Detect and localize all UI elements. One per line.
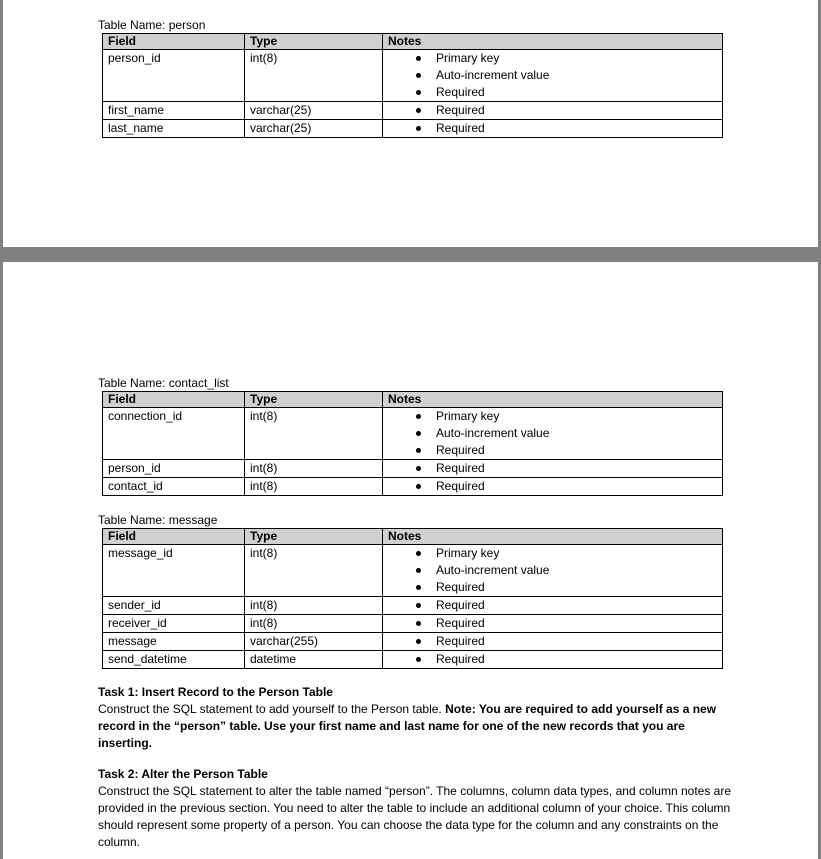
type-cell: varchar(255) xyxy=(245,633,383,651)
notes-cell xyxy=(383,633,723,651)
note-item: Primary key xyxy=(388,408,722,425)
table-row xyxy=(103,408,723,460)
header-field: Field xyxy=(103,392,245,408)
field-cell: connection_id xyxy=(103,408,245,460)
notes-cell xyxy=(383,651,723,669)
notes-cell xyxy=(383,102,723,120)
field-cell: message xyxy=(103,633,245,651)
document-page-1 xyxy=(3,0,818,247)
message-table xyxy=(102,528,723,669)
table-row xyxy=(103,102,723,120)
type-cell: int(8) xyxy=(245,545,383,597)
type-cell: int(8) xyxy=(245,50,383,102)
note-item: Required xyxy=(388,120,722,137)
type-cell: varchar(25) xyxy=(245,120,383,138)
header-type: Type xyxy=(245,392,383,408)
type-cell: varchar(25) xyxy=(245,102,383,120)
note-item: Required xyxy=(388,478,722,495)
type-cell: int(8) xyxy=(245,615,383,633)
header-field: Field xyxy=(103,34,245,50)
task-2-text: Construct the SQL statement to alter the table named “person”. The columns, column data types, and column notes are provided in the previous section. You need to alter the table to include an additional column of your choice. This column should represent some property of a person. You can choose the data type for the column and any constraints on the column. xyxy=(98,784,732,849)
note-item: Required xyxy=(388,651,722,668)
notes-cell xyxy=(383,545,723,597)
notes-cell xyxy=(383,408,723,460)
header-type: Type xyxy=(245,529,383,545)
task-1-note: Note: You are required to add yourself as a new record in the “person” table. Use your first name and last name for one of the new records that you are inserting. xyxy=(98,702,717,750)
person-table xyxy=(102,33,723,138)
table-header-row xyxy=(103,34,723,50)
field-cell: person_id xyxy=(103,460,245,478)
field-cell: contact_id xyxy=(103,478,245,496)
field-cell: sender_id xyxy=(103,597,245,615)
type-cell: int(8) xyxy=(245,597,383,615)
note-item: Auto-increment value xyxy=(388,67,722,84)
table-row xyxy=(103,615,723,633)
note-item: Auto-increment value xyxy=(388,425,722,442)
type-cell: datetime xyxy=(245,651,383,669)
field-cell: last_name xyxy=(103,120,245,138)
type-cell: int(8) xyxy=(245,460,383,478)
field-cell: message_id xyxy=(103,545,245,597)
field-cell: receiver_id xyxy=(103,615,245,633)
task-1-body xyxy=(98,701,738,752)
type-cell: int(8) xyxy=(245,478,383,496)
note-item: Primary key xyxy=(388,50,722,67)
task-1 xyxy=(98,684,738,752)
table-row xyxy=(103,478,723,496)
table-row xyxy=(103,460,723,478)
task-2-title: Task 2: Alter the Person Table xyxy=(98,767,268,781)
note-item: Required xyxy=(388,460,722,477)
notes-cell xyxy=(383,615,723,633)
table-row xyxy=(103,633,723,651)
note-item: Required xyxy=(388,84,722,101)
type-cell: int(8) xyxy=(245,408,383,460)
header-notes: Notes xyxy=(383,392,723,408)
table-name-contact-list: Table Name: contact_list xyxy=(98,376,229,390)
task-2 xyxy=(98,766,738,851)
notes-cell xyxy=(383,460,723,478)
contact-list-table xyxy=(102,391,723,496)
note-item: Required xyxy=(388,442,722,459)
table-row xyxy=(103,120,723,138)
note-item: Required xyxy=(388,615,722,632)
table-row xyxy=(103,50,723,102)
table-header-row xyxy=(103,529,723,545)
header-notes: Notes xyxy=(383,34,723,50)
notes-cell xyxy=(383,597,723,615)
header-field: Field xyxy=(103,529,245,545)
notes-cell xyxy=(383,478,723,496)
task-1-title: Task 1: Insert Record to the Person Table xyxy=(98,685,333,699)
table-row xyxy=(103,597,723,615)
note-item: Required xyxy=(388,102,722,119)
table-name-message: Table Name: message xyxy=(98,513,218,527)
notes-cell xyxy=(383,120,723,138)
header-type: Type xyxy=(245,34,383,50)
table-header-row xyxy=(103,392,723,408)
field-cell: send_datetime xyxy=(103,651,245,669)
document-page-2 xyxy=(3,262,818,859)
note-item: Primary key xyxy=(388,545,722,562)
header-notes: Notes xyxy=(383,529,723,545)
field-cell: person_id xyxy=(103,50,245,102)
note-item: Required xyxy=(388,597,722,614)
task-1-text: Construct the SQL statement to add yourself to the Person table. xyxy=(98,702,446,716)
table-row xyxy=(103,545,723,597)
note-item: Required xyxy=(388,579,722,596)
table-row xyxy=(103,651,723,669)
field-cell: first_name xyxy=(103,102,245,120)
note-item: Required xyxy=(388,633,722,650)
notes-cell xyxy=(383,50,723,102)
note-item: Auto-increment value xyxy=(388,562,722,579)
table-name-person: Table Name: person xyxy=(98,18,206,32)
